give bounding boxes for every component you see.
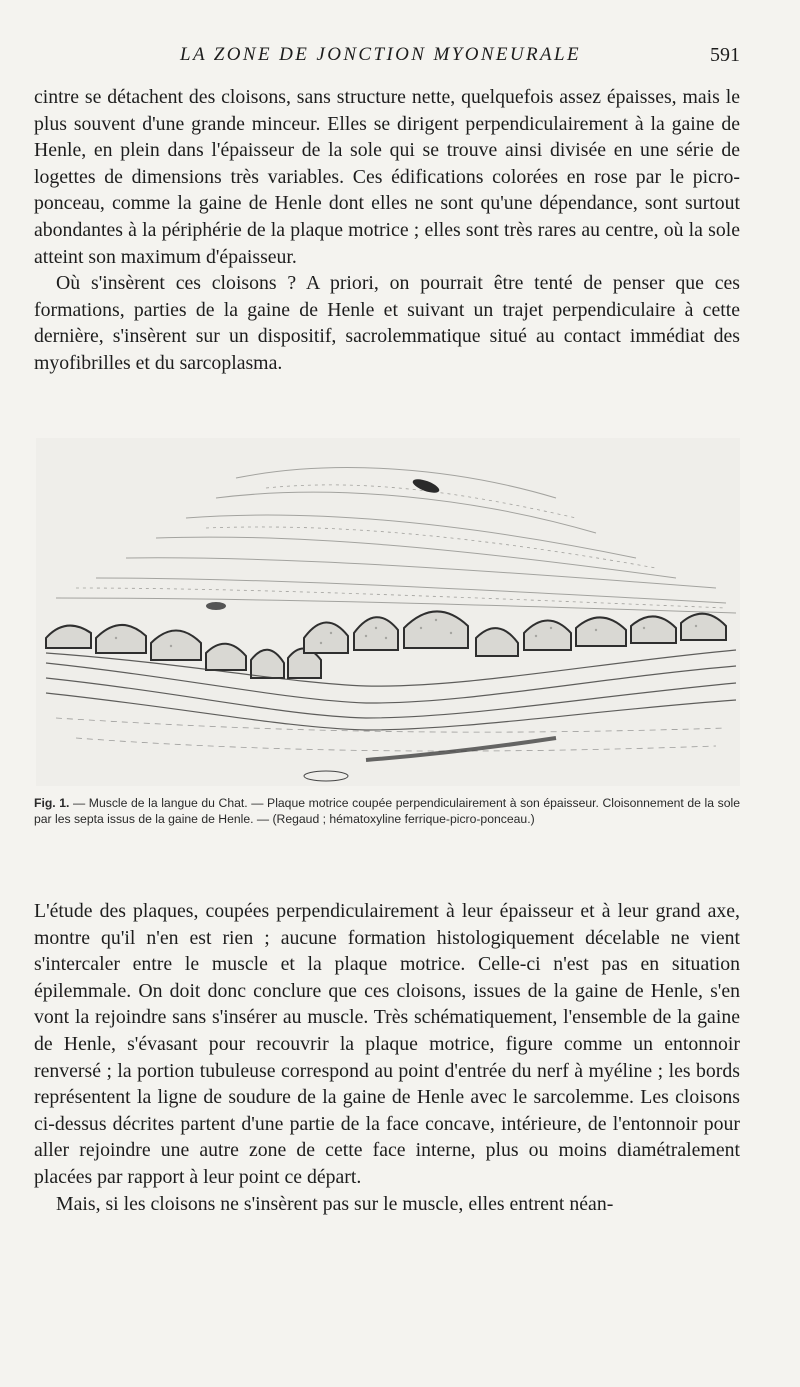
page-number: 591 [710, 44, 740, 66]
paragraph: cintre se détachent des cloisons, sans structure nette, quelquefois assez épaisses, mais le plus souvent d'une grande minceur. Elles se dirigent perpendiculairement à la gaine de Henle, en plein dans l'épaisseur de la sole qui se trouve ainsi divisée en une série de logettes de dimensions très variables. Ces édifications colorées en rose par le picro-ponceau, comme la gaine de Henle dont elles ne sont qu'une dépendance, sont surtout abondantes à la périphérie de la plaque motrice ; elles sont très rares au centre, où la sole atteint son maximum d'épaisseur. [34, 86, 740, 268]
running-head [0, 44, 800, 74]
paragraph: Où s'insèrent ces cloisons ? A priori, on pourrait être tenté de penser que ces formations, parties de la gaine de Henle et suivant un trajet perpendiculaire à cette dernière, s'insèrent sur un dispositif, sacrolemmatique situé au contact immédiat des myofibrilles et du sarcoplasma. [34, 272, 740, 374]
paragraph: L'étude des plaques, coupées perpendiculairement à leur épaisseur et à leur grand axe, montre qu'il n'en est rien ; aucune formation histologiquement décelable ne vient s'intercaler entre le muscle et la plaque motrice. Celle-ci n'est pas en situation épilemmale. On doit donc conclure que ces cloisons, issues de la gaine de Henle, s'en vont la rejoindre sans s'insérer au muscle. Très schématiquement, l'ensemble de la gaine de Henle, s'évasant pour recouvrir la plaque motrice, figure comme un entonnoir renversé ; la portion tubuleuse correspond au point d'entrée du nerf à myéline ; les bords représentent la ligne de soudure de la gaine de Henle avec le sarcolemme. Les cloisons ci-dessus décrites partent d'une partie de la face concave, intérieure, de l'entonnoir pour aller rejoindre une autre zone de cette face interne, plus ou moins diamétralement placées par rapport à leur point ce départ. [34, 900, 740, 1188]
figure-label: Fig. 1. [34, 796, 70, 810]
running-title: LA ZONE DE JONCTION MYONEURALE [180, 44, 582, 65]
histology-drawing [36, 438, 740, 786]
figure-caption [34, 795, 740, 827]
figure-caption-text: — Muscle de la langue du Chat. — Plaque motrice coupée perpendiculairement à son épaisseur. Cloisonnement de la sole par les septa issus de la gaine de Henle. — (Regaud ; hématoxyline ferrique-picro-ponceau.) [34, 796, 740, 826]
bottom-text-block [34, 898, 740, 1217]
top-text-block [34, 84, 740, 377]
figure-illustration [36, 438, 740, 786]
paragraph: Mais, si les cloisons ne s'insèrent pas sur le muscle, elles entrent néan- [56, 1192, 614, 1215]
